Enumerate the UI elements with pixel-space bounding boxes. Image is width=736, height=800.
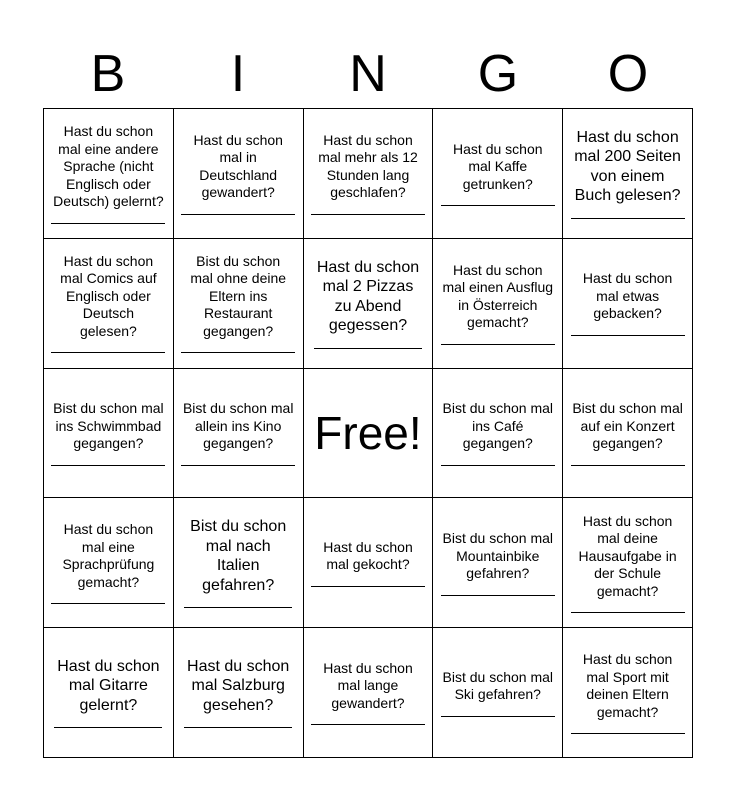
cell-content bbox=[311, 660, 425, 726]
cell-question: Bist du schon mal allein ins Kino gegangen? bbox=[182, 400, 294, 452]
bingo-cell[interactable] bbox=[304, 628, 434, 758]
answer-line bbox=[571, 218, 685, 219]
answer-line bbox=[184, 607, 292, 608]
bingo-cell[interactable] bbox=[304, 109, 434, 239]
answer-line bbox=[441, 595, 555, 596]
cell-question: Bist du schon mal Mountainbike gefahren? bbox=[442, 530, 554, 582]
cell-content bbox=[181, 132, 295, 215]
bingo-header bbox=[43, 40, 693, 108]
bingo-cell[interactable] bbox=[563, 498, 693, 628]
cell-content bbox=[571, 400, 685, 466]
answer-line bbox=[184, 727, 292, 728]
free-space[interactable] bbox=[304, 369, 434, 499]
cell-question: Hast du schon mal Salzburg gesehen? bbox=[187, 657, 290, 714]
cell-question: Hast du schon mal Sport mit deinen Eltern gemacht? bbox=[582, 651, 673, 720]
cell-content bbox=[441, 141, 555, 207]
cell-content bbox=[181, 400, 295, 466]
answer-line bbox=[51, 352, 165, 353]
cell-content bbox=[311, 539, 425, 587]
cell-question: Bist du schon mal ins Schwimmbad gegangen? bbox=[53, 400, 164, 452]
cell-content bbox=[51, 521, 165, 604]
header-letter-n: N bbox=[349, 45, 387, 103]
answer-line bbox=[571, 733, 685, 734]
cell-content bbox=[54, 657, 162, 729]
cell-question: Hast du schon mal mehr als 12 Stunden lang geschlafen? bbox=[318, 131, 418, 201]
bingo-cell[interactable] bbox=[304, 239, 434, 369]
cell-question: Hast du schon mal eine andere Sprache (nicht Englisch oder Deutsch) gelernt? bbox=[53, 123, 164, 210]
answer-line bbox=[441, 716, 555, 717]
bingo-cell[interactable] bbox=[174, 109, 304, 239]
cell-question: Hast du schon mal deine Hausaufgabe in der Schule gemacht? bbox=[578, 512, 677, 599]
cell-question: Bist du schon mal ohne deine Eltern ins Restaurant gegangen? bbox=[190, 252, 287, 339]
bingo-cell[interactable] bbox=[174, 628, 304, 758]
cell-content bbox=[51, 123, 165, 224]
cell-question: Hast du schon mal 200 Seiten von einem Buch gelesen? bbox=[574, 128, 681, 205]
bingo-cell[interactable] bbox=[44, 498, 174, 628]
cell-question: Hast du schon mal eine Sprachprüfung gemacht? bbox=[62, 521, 155, 590]
cell-content bbox=[571, 651, 685, 734]
answer-line bbox=[311, 724, 425, 725]
bingo-cell[interactable] bbox=[174, 239, 304, 369]
cell-content bbox=[441, 669, 555, 717]
header-letter-o: O bbox=[607, 45, 649, 103]
cell-question: Hast du schon mal lange gewandert? bbox=[323, 659, 413, 711]
answer-line bbox=[571, 465, 685, 466]
bingo-cell[interactable] bbox=[433, 109, 563, 239]
cell-content bbox=[311, 132, 425, 215]
bingo-cell[interactable] bbox=[44, 239, 174, 369]
bingo-cell[interactable] bbox=[304, 498, 434, 628]
cell-question: Bist du schon mal ins Café gegangen? bbox=[442, 400, 554, 452]
cell-question: Hast du schon mal einen Ausflug in Österreich gemacht? bbox=[442, 261, 554, 331]
cell-content bbox=[571, 270, 685, 336]
bingo-cell[interactable] bbox=[44, 628, 174, 758]
cell-question: Hast du schon mal 2 Pizzas zu Abend gegessen? bbox=[316, 258, 420, 335]
free-label: Free! bbox=[314, 406, 422, 459]
cell-content bbox=[51, 253, 165, 354]
bingo-cell[interactable] bbox=[44, 109, 174, 239]
answer-line bbox=[51, 465, 165, 466]
answer-line bbox=[181, 465, 295, 466]
bingo-cell[interactable] bbox=[563, 109, 693, 239]
bingo-cell[interactable] bbox=[563, 628, 693, 758]
cell-content bbox=[314, 258, 422, 349]
answer-line bbox=[181, 352, 295, 353]
bingo-cell[interactable] bbox=[433, 628, 563, 758]
cell-question: Hast du schon mal Comics auf Englisch oder Deutsch gelesen? bbox=[60, 252, 157, 339]
cell-content bbox=[571, 128, 685, 219]
answer-line bbox=[311, 214, 425, 215]
answer-line bbox=[571, 612, 685, 613]
bingo-cell[interactable] bbox=[433, 369, 563, 499]
bingo-cell[interactable] bbox=[563, 369, 693, 499]
answer-line bbox=[441, 344, 555, 345]
bingo-cell[interactable] bbox=[44, 369, 174, 499]
cell-content bbox=[51, 400, 165, 466]
cell-question: Hast du schon mal in Deutschland gewandert? bbox=[193, 131, 283, 201]
answer-line bbox=[311, 586, 425, 587]
cell-question: Bist du schon mal auf ein Konzert gegangen? bbox=[572, 400, 683, 452]
answer-line bbox=[571, 335, 685, 336]
cell-content bbox=[441, 400, 555, 466]
cell-question: Bist du schon mal nach Italien gefahren? bbox=[190, 518, 287, 594]
answer-line bbox=[441, 465, 555, 466]
cell-content bbox=[441, 262, 555, 345]
bingo-board bbox=[43, 108, 693, 758]
answer-line bbox=[51, 223, 165, 224]
bingo-cell[interactable] bbox=[433, 498, 563, 628]
header-letter-g: G bbox=[477, 45, 519, 103]
cell-content bbox=[181, 253, 295, 354]
cell-question: Hast du schon mal etwas gebacken? bbox=[582, 270, 673, 322]
bingo-cell[interactable] bbox=[433, 239, 563, 369]
cell-content bbox=[184, 657, 292, 729]
cell-question: Hast du schon mal Kaffe getrunken? bbox=[453, 140, 543, 192]
answer-line bbox=[181, 214, 295, 215]
cell-content bbox=[184, 517, 292, 608]
cell-content bbox=[571, 513, 685, 614]
bingo-cell[interactable] bbox=[174, 498, 304, 628]
cell-question: Bist du schon mal Ski gefahren? bbox=[442, 668, 554, 703]
answer-line bbox=[441, 205, 555, 206]
header-letter-i: I bbox=[230, 45, 246, 103]
bingo-cell[interactable] bbox=[563, 239, 693, 369]
cell-question: Hast du schon mal gekocht? bbox=[323, 538, 413, 573]
answer-line bbox=[314, 348, 422, 349]
cell-question: Hast du schon mal Gitarre gelernt? bbox=[57, 657, 160, 714]
answer-line bbox=[51, 603, 165, 604]
answer-line bbox=[54, 727, 162, 728]
bingo-cell[interactable] bbox=[174, 369, 304, 499]
cell-content bbox=[441, 530, 555, 596]
header-letter-b: B bbox=[90, 45, 126, 103]
